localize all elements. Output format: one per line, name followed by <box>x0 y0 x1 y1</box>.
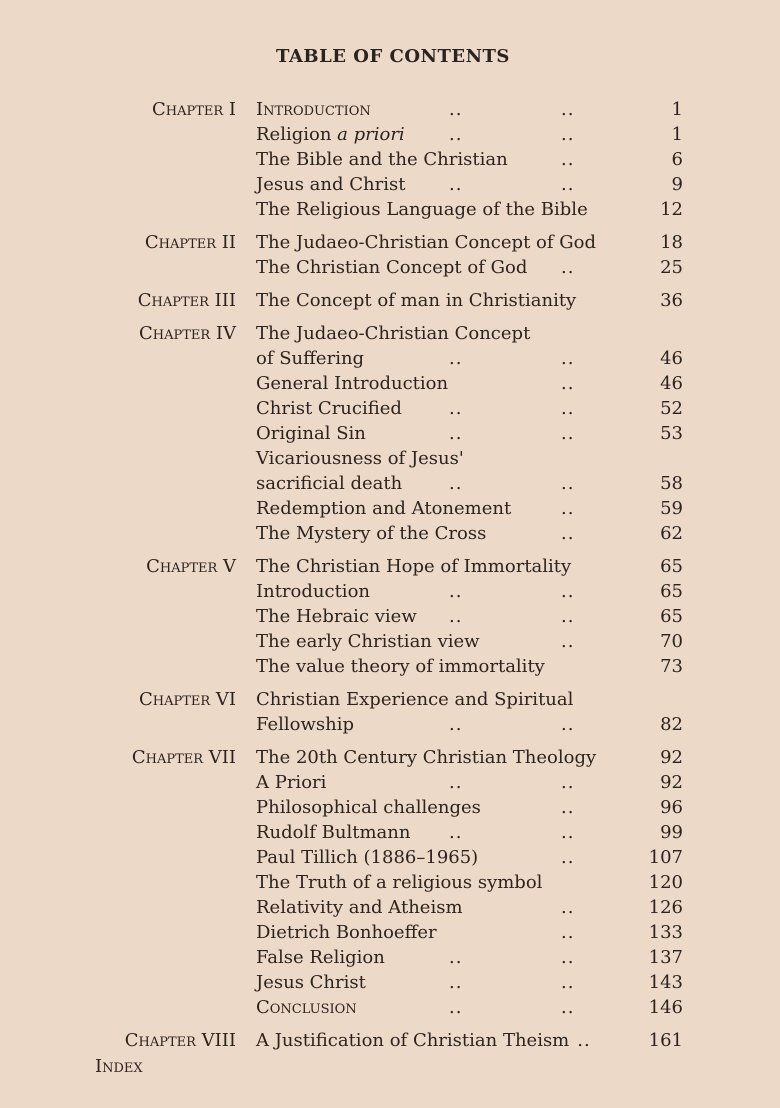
toc-row <box>0 496 780 521</box>
entry-title-text: of Suffering <box>256 348 365 369</box>
leader-dots: .. <box>449 772 463 793</box>
leader-dots: .. <box>561 997 575 1018</box>
leader-dots: .. <box>561 922 575 943</box>
page-number: 59 <box>660 498 683 519</box>
entry-title <box>256 172 405 197</box>
chapter-group <box>0 230 780 280</box>
entry-title <box>256 446 464 471</box>
leader-dots: .. <box>561 473 575 494</box>
toc-row <box>0 770 780 795</box>
entry-title-text: A Priori <box>256 772 327 793</box>
entry-title <box>256 521 486 546</box>
leader-dots: .. <box>561 606 575 627</box>
page-number: 12 <box>660 199 683 220</box>
toc-row <box>0 1028 780 1053</box>
page-number: 73 <box>660 656 683 677</box>
toc-row <box>0 446 780 471</box>
entry-title-italic: a priori <box>337 124 405 145</box>
leader-dots: .. <box>561 523 575 544</box>
entry-title-text: A Justification of Christian Theism <box>256 1030 570 1051</box>
toc-row <box>0 687 780 712</box>
page-number: 137 <box>648 947 683 968</box>
leader-dots: .. <box>449 398 463 419</box>
entry-title <box>256 396 402 421</box>
page-number: 1 <box>671 99 683 120</box>
entry-title <box>256 554 571 579</box>
page-number: 82 <box>660 714 683 735</box>
entry-title-text: Conclusion <box>256 997 357 1018</box>
page-number: 52 <box>660 398 683 419</box>
entry-title <box>256 687 573 712</box>
page-number: 92 <box>660 747 683 768</box>
page-number: 99 <box>660 822 683 843</box>
entry-title <box>256 745 596 770</box>
entry-title-text: The Hebraic view <box>256 606 417 627</box>
chapter-group <box>0 745 780 1020</box>
entry-title-text: Fellowship <box>256 714 355 735</box>
entry-title-text: Christian Experience and Spiritual <box>256 689 574 710</box>
entry-title-text: sacrificial death <box>256 473 403 494</box>
entry-title <box>256 122 405 147</box>
leader-dots: .. <box>449 423 463 444</box>
page-number: 96 <box>660 797 683 818</box>
entry-title-text: General Introduction <box>256 373 449 394</box>
leader-dots: .. <box>561 257 575 278</box>
toc-row <box>0 471 780 496</box>
leader-dots: .. <box>561 797 575 818</box>
entry-title-text: Rudolf Bultmann <box>256 822 411 843</box>
page-number: 126 <box>648 897 683 918</box>
entry-title <box>256 230 596 255</box>
toc-row <box>0 920 780 945</box>
entry-title <box>256 712 354 737</box>
entry-title <box>256 1028 591 1053</box>
leader-dots: .. <box>449 947 463 968</box>
leader-dots: .. <box>449 972 463 993</box>
chapter-group <box>0 97 780 222</box>
entry-title <box>256 945 385 970</box>
leader-dots: .. <box>561 149 575 170</box>
entry-title <box>256 604 417 629</box>
entry-title <box>256 845 478 870</box>
chapter-group <box>0 687 780 737</box>
leader-dots: .. <box>449 581 463 602</box>
entry-title-text: Original Sin <box>256 423 366 444</box>
toc-row <box>0 122 780 147</box>
toc-row <box>0 421 780 446</box>
leader-dots: .. <box>561 847 575 868</box>
chapter-label: Chapter VI <box>138 689 236 710</box>
toc-row <box>0 197 780 222</box>
entry-title-text: The Judaeo-Christian Concept of God <box>256 232 596 253</box>
entry-title-text: The Judaeo-Christian Concept <box>256 323 531 344</box>
entry-title-text: The Christian Hope of Immortality <box>256 556 572 577</box>
entry-title <box>256 321 530 346</box>
entry-title-text: The early Christian view <box>256 631 480 652</box>
entry-title <box>256 471 402 496</box>
page-number: 53 <box>660 423 683 444</box>
leader-dots: .. <box>561 423 575 444</box>
entry-title <box>256 97 371 122</box>
toc-row <box>0 396 780 421</box>
toc-row <box>0 745 780 770</box>
entry-title-text: The Bible and the Christian <box>256 149 508 170</box>
toc-row <box>0 604 780 629</box>
toc-row <box>0 346 780 371</box>
chapter-label: Chapter IV <box>138 323 236 344</box>
toc-row <box>0 712 780 737</box>
leader-dots: .. <box>449 99 463 120</box>
page-number: 65 <box>660 581 683 602</box>
entry-title <box>256 795 481 820</box>
entry-title <box>256 496 511 521</box>
entry-title-text: Jesus and Christ <box>256 174 406 195</box>
toc-row <box>0 795 780 820</box>
entry-title-text: The value theory of immortality <box>256 656 545 677</box>
leader-dots: .. <box>561 714 575 735</box>
leader-dots: .. <box>577 1030 591 1051</box>
page-number: 133 <box>648 922 683 943</box>
page-number: 62 <box>660 523 683 544</box>
chapter-label: Chapter V <box>146 556 236 577</box>
entry-title-text: Dietrich Bonhoeffer <box>256 922 437 943</box>
chapter-label: Chapter I <box>151 99 236 120</box>
leader-dots: .. <box>449 822 463 843</box>
leader-dots: .. <box>561 972 575 993</box>
page-number: 1 <box>671 124 683 145</box>
page-number: 65 <box>660 606 683 627</box>
entry-title-text: The Truth of a religious symbol <box>256 872 543 893</box>
page-number: 143 <box>648 972 683 993</box>
entry-title-text: The Religious Language of the Bible <box>256 199 588 220</box>
page-number: 92 <box>660 772 683 793</box>
leader-dots: .. <box>561 124 575 145</box>
toc-row <box>0 820 780 845</box>
leader-dots: .. <box>449 174 463 195</box>
chapter-label: Chapter VII <box>131 747 236 768</box>
entry-title <box>256 770 326 795</box>
leader-dots: .. <box>561 947 575 968</box>
leader-dots: .. <box>561 373 575 394</box>
toc-row <box>0 371 780 396</box>
page-number: 36 <box>660 290 683 311</box>
leader-dots: .. <box>561 897 575 918</box>
leader-dots: .. <box>561 772 575 793</box>
entry-title <box>256 920 437 945</box>
page-number: 161 <box>648 1030 683 1051</box>
entry-title-text: The 20th Century Christian Theology <box>256 747 597 768</box>
entry-title <box>256 970 366 995</box>
leader-dots: .. <box>449 473 463 494</box>
entry-title <box>256 197 588 222</box>
leader-dots: .. <box>561 348 575 369</box>
toc-row <box>0 147 780 172</box>
entry-title-text: False Religion <box>256 947 385 968</box>
entry-title <box>256 895 463 920</box>
toc-row <box>0 945 780 970</box>
entry-title <box>256 995 357 1020</box>
chapter-label: Chapter II <box>144 232 236 253</box>
table-of-contents <box>0 97 780 1053</box>
entry-title-text: Paul Tillich (1886–1965) <box>256 847 479 868</box>
entry-title <box>256 346 364 371</box>
toc-row <box>0 97 780 122</box>
leader-dots: .. <box>561 631 575 652</box>
entry-title <box>256 629 480 654</box>
page-number: 9 <box>671 174 683 195</box>
page-number: 6 <box>671 149 683 170</box>
chapter-group <box>0 554 780 679</box>
entry-title-text: Religion <box>256 124 338 145</box>
entry-title <box>256 147 508 172</box>
entry-title <box>256 870 542 895</box>
leader-dots: .. <box>449 348 463 369</box>
entry-title-text: Vicariousness of Jesus' <box>256 448 464 469</box>
page-number: 25 <box>660 257 683 278</box>
page-number: 120 <box>648 872 683 893</box>
toc-row <box>0 288 780 313</box>
entry-title <box>256 371 448 396</box>
page-number: 146 <box>648 997 683 1018</box>
leader-dots: .. <box>449 714 463 735</box>
chapter-group <box>0 321 780 546</box>
entry-title-text: Christ Crucified <box>256 398 402 419</box>
index-entry: Index <box>95 1056 143 1077</box>
leader-dots: .. <box>561 498 575 519</box>
entry-title-text: The Mystery of the Cross <box>256 523 487 544</box>
toc-row <box>0 521 780 546</box>
leader-dots: .. <box>449 124 463 145</box>
toc-row <box>0 995 780 1020</box>
toc-row <box>0 629 780 654</box>
toc-row <box>0 255 780 280</box>
toc-row <box>0 230 780 255</box>
entry-title <box>256 255 527 280</box>
page-number: 70 <box>660 631 683 652</box>
toc-row <box>0 970 780 995</box>
toc-row <box>0 845 780 870</box>
entry-title-text: Philosophical challenges <box>256 797 481 818</box>
entry-title-text: Introduction <box>256 99 371 120</box>
page-number: 107 <box>648 847 683 868</box>
entry-title-text: The Christian Concept of God <box>256 257 528 278</box>
toc-row <box>0 172 780 197</box>
page-number: 18 <box>660 232 683 253</box>
page-title: TABLE OF CONTENTS <box>276 46 510 67</box>
toc-row <box>0 895 780 920</box>
entry-title-text: Relativity and Atheism <box>256 897 463 918</box>
toc-row <box>0 870 780 895</box>
page-number: 65 <box>660 556 683 577</box>
leader-dots: .. <box>561 398 575 419</box>
page-number: 46 <box>660 348 683 369</box>
entry-title <box>256 654 545 679</box>
chapter-label: Chapter III <box>137 290 236 311</box>
leader-dots: .. <box>561 822 575 843</box>
toc-row <box>0 654 780 679</box>
entry-title-text: The Concept of man in Christianity <box>256 290 577 311</box>
entry-title <box>256 579 370 604</box>
toc-row <box>0 321 780 346</box>
toc-row <box>0 554 780 579</box>
entry-title-text: Jesus Christ <box>256 972 366 993</box>
entry-title-text: Introduction <box>256 581 370 602</box>
page-number: 58 <box>660 473 683 494</box>
chapter-group <box>0 1028 780 1053</box>
entry-title <box>256 421 366 446</box>
entry-title <box>256 288 576 313</box>
leader-dots: .. <box>561 174 575 195</box>
leader-dots: .. <box>561 581 575 602</box>
entry-title <box>256 820 410 845</box>
entry-title-text: Redemption and Atonement <box>256 498 512 519</box>
chapter-group <box>0 288 780 313</box>
chapter-label: Chapter VIII <box>124 1030 236 1051</box>
leader-dots: .. <box>449 606 463 627</box>
leader-dots: .. <box>449 997 463 1018</box>
toc-row <box>0 579 780 604</box>
page-number: 46 <box>660 373 683 394</box>
leader-dots: .. <box>561 99 575 120</box>
